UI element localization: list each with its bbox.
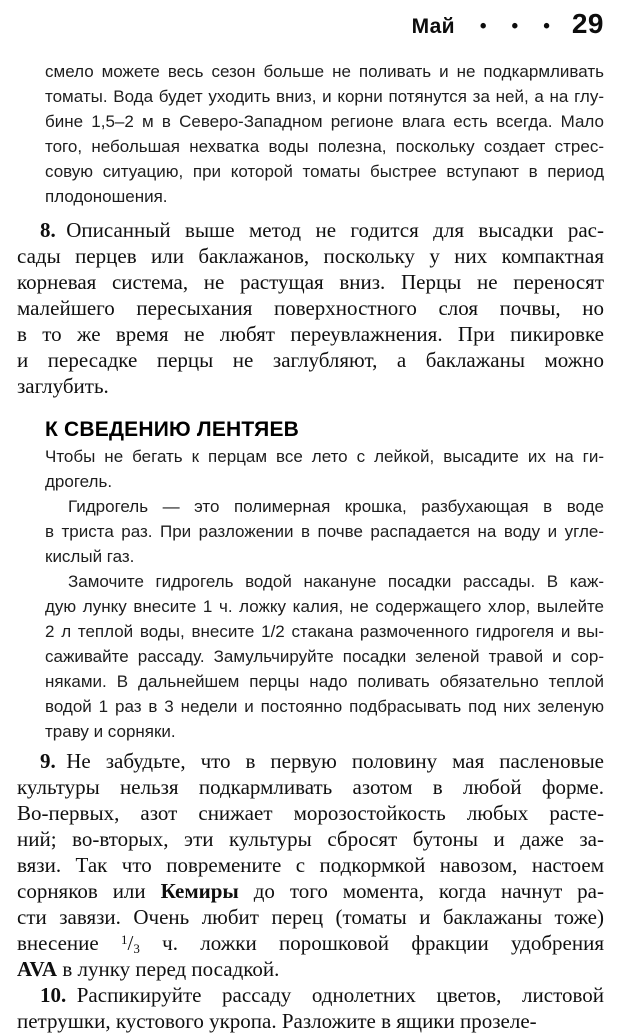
paragraph-item-10 (17, 982, 604, 1034)
bullet-icon: • (511, 16, 519, 37)
text-line: сорняков или Кемиры до того момента, когда начнут ра- (17, 879, 604, 903)
text-line: совую ситуацию, при которой томаты быстрее вступают в период (45, 162, 604, 181)
text-line: AVA в лунку перед посадкой. (17, 957, 280, 981)
text-line: 8. Описанный выше метод не годится для высадки рас- (40, 218, 604, 242)
page-header (17, 8, 604, 39)
text-line: культуры нельзя подкармливать азотом в любой форме. (17, 775, 604, 799)
text-line: малейшего пересыхания поверхностного слоя почвы, но (17, 296, 604, 320)
paragraph-item-8 (17, 217, 604, 399)
text-line: траву и сорняки. (45, 722, 176, 741)
text-line: ний; во-вторых, эти культуры сбросят бутоны и даже за- (17, 827, 604, 851)
text-line: Замочите гидрогель водой накануне посадки рассады. В каж- (68, 572, 604, 591)
text-line: томаты. Вода будет уходить вниз, и корни потянутся за ней, а на глу- (45, 87, 604, 106)
text-line: плодоношения. (45, 187, 168, 206)
text-line: корневая система, не растущая вниз. Перцы не переносят (17, 270, 604, 294)
paragraph-info-2 (45, 494, 604, 569)
bullet-icon: • (543, 16, 550, 37)
bullet-icon: • (479, 16, 487, 37)
text-line: заглубить. (17, 374, 109, 398)
info-section-heading: К СВЕДЕНИЮ ЛЕНТЯЕВ (45, 418, 300, 441)
text-line: няками. В дальнейшем перцы надо поливать обязательно теплой (45, 672, 604, 691)
text-line: дрогель. (45, 472, 113, 491)
text-line: сти завязи. Очень любит перец (томаты и баклажаны тоже) (17, 905, 604, 929)
text-line: петрушки, кустового укропа. Разложите в ящики прозеле- (17, 1009, 537, 1033)
text-line: 9. Не забудьте, что в первую половину мая пасленовые (40, 749, 604, 773)
page-number: 29 (571, 8, 604, 39)
text-line: Во-первых, азот снижает морозостойкость любых расте- (17, 801, 604, 825)
text-line: внесение $^1/_3$ ч. ложки порошковой фракции удобрения (17, 931, 604, 956)
text-line: смело можете весь сезон больше не поливать и не подкармливать (45, 62, 604, 81)
text-line: в то же время не любят переувлажнения. При пикировке (17, 322, 604, 346)
text-line: водой 1 раз в 3 недели и постоянно подбрасывать под них зеленую (45, 697, 604, 716)
text-line: дую лунку внесите 1 ч. ложку калия, не содержащего хлор, вылейте (45, 597, 604, 616)
paragraph-info-3 (45, 569, 604, 744)
text-line: бине 1,5–2 м в Северо-Западном регионе влага есть всегда. Мало (45, 112, 604, 131)
text-line: саживайте рассаду. Замульчируйте посадки зеленой травой и сор- (45, 647, 604, 666)
text-line: 2 л теплой воды, внесите 1/2 стакана размоченного гидрогеля и вы- (45, 622, 604, 641)
text-line: в триста раз. При разложении в почве распадается на воду и угле- (45, 522, 604, 541)
chapter-label: Май (411, 15, 455, 38)
text-line: вязи. Так что повремените с подкормкой навозом, настоем (17, 853, 604, 877)
text-line: 10. Распикируйте рассаду однолетних цветов, листовой (40, 983, 604, 1007)
text-line: кислый газ. (45, 547, 135, 566)
text-line: Чтобы не бегать к перцам все лето с лейкой, высадите их на ги- (45, 447, 604, 466)
text-line: того, небольшая нехватка воды полезна, поскольку создает стрес- (45, 137, 604, 156)
paragraph-intro (45, 59, 604, 209)
text-line: и пересадке перцы не заглубляют, а баклажаны можно (17, 348, 604, 372)
paragraph-info-1 (45, 444, 604, 494)
text-line: Гидрогель — это полимерная крошка, разбухающая в воде (68, 497, 604, 516)
paragraph-item-9 (17, 748, 604, 982)
text-line: сады перцев или баклажанов, поскольку у них компактная (17, 244, 604, 268)
